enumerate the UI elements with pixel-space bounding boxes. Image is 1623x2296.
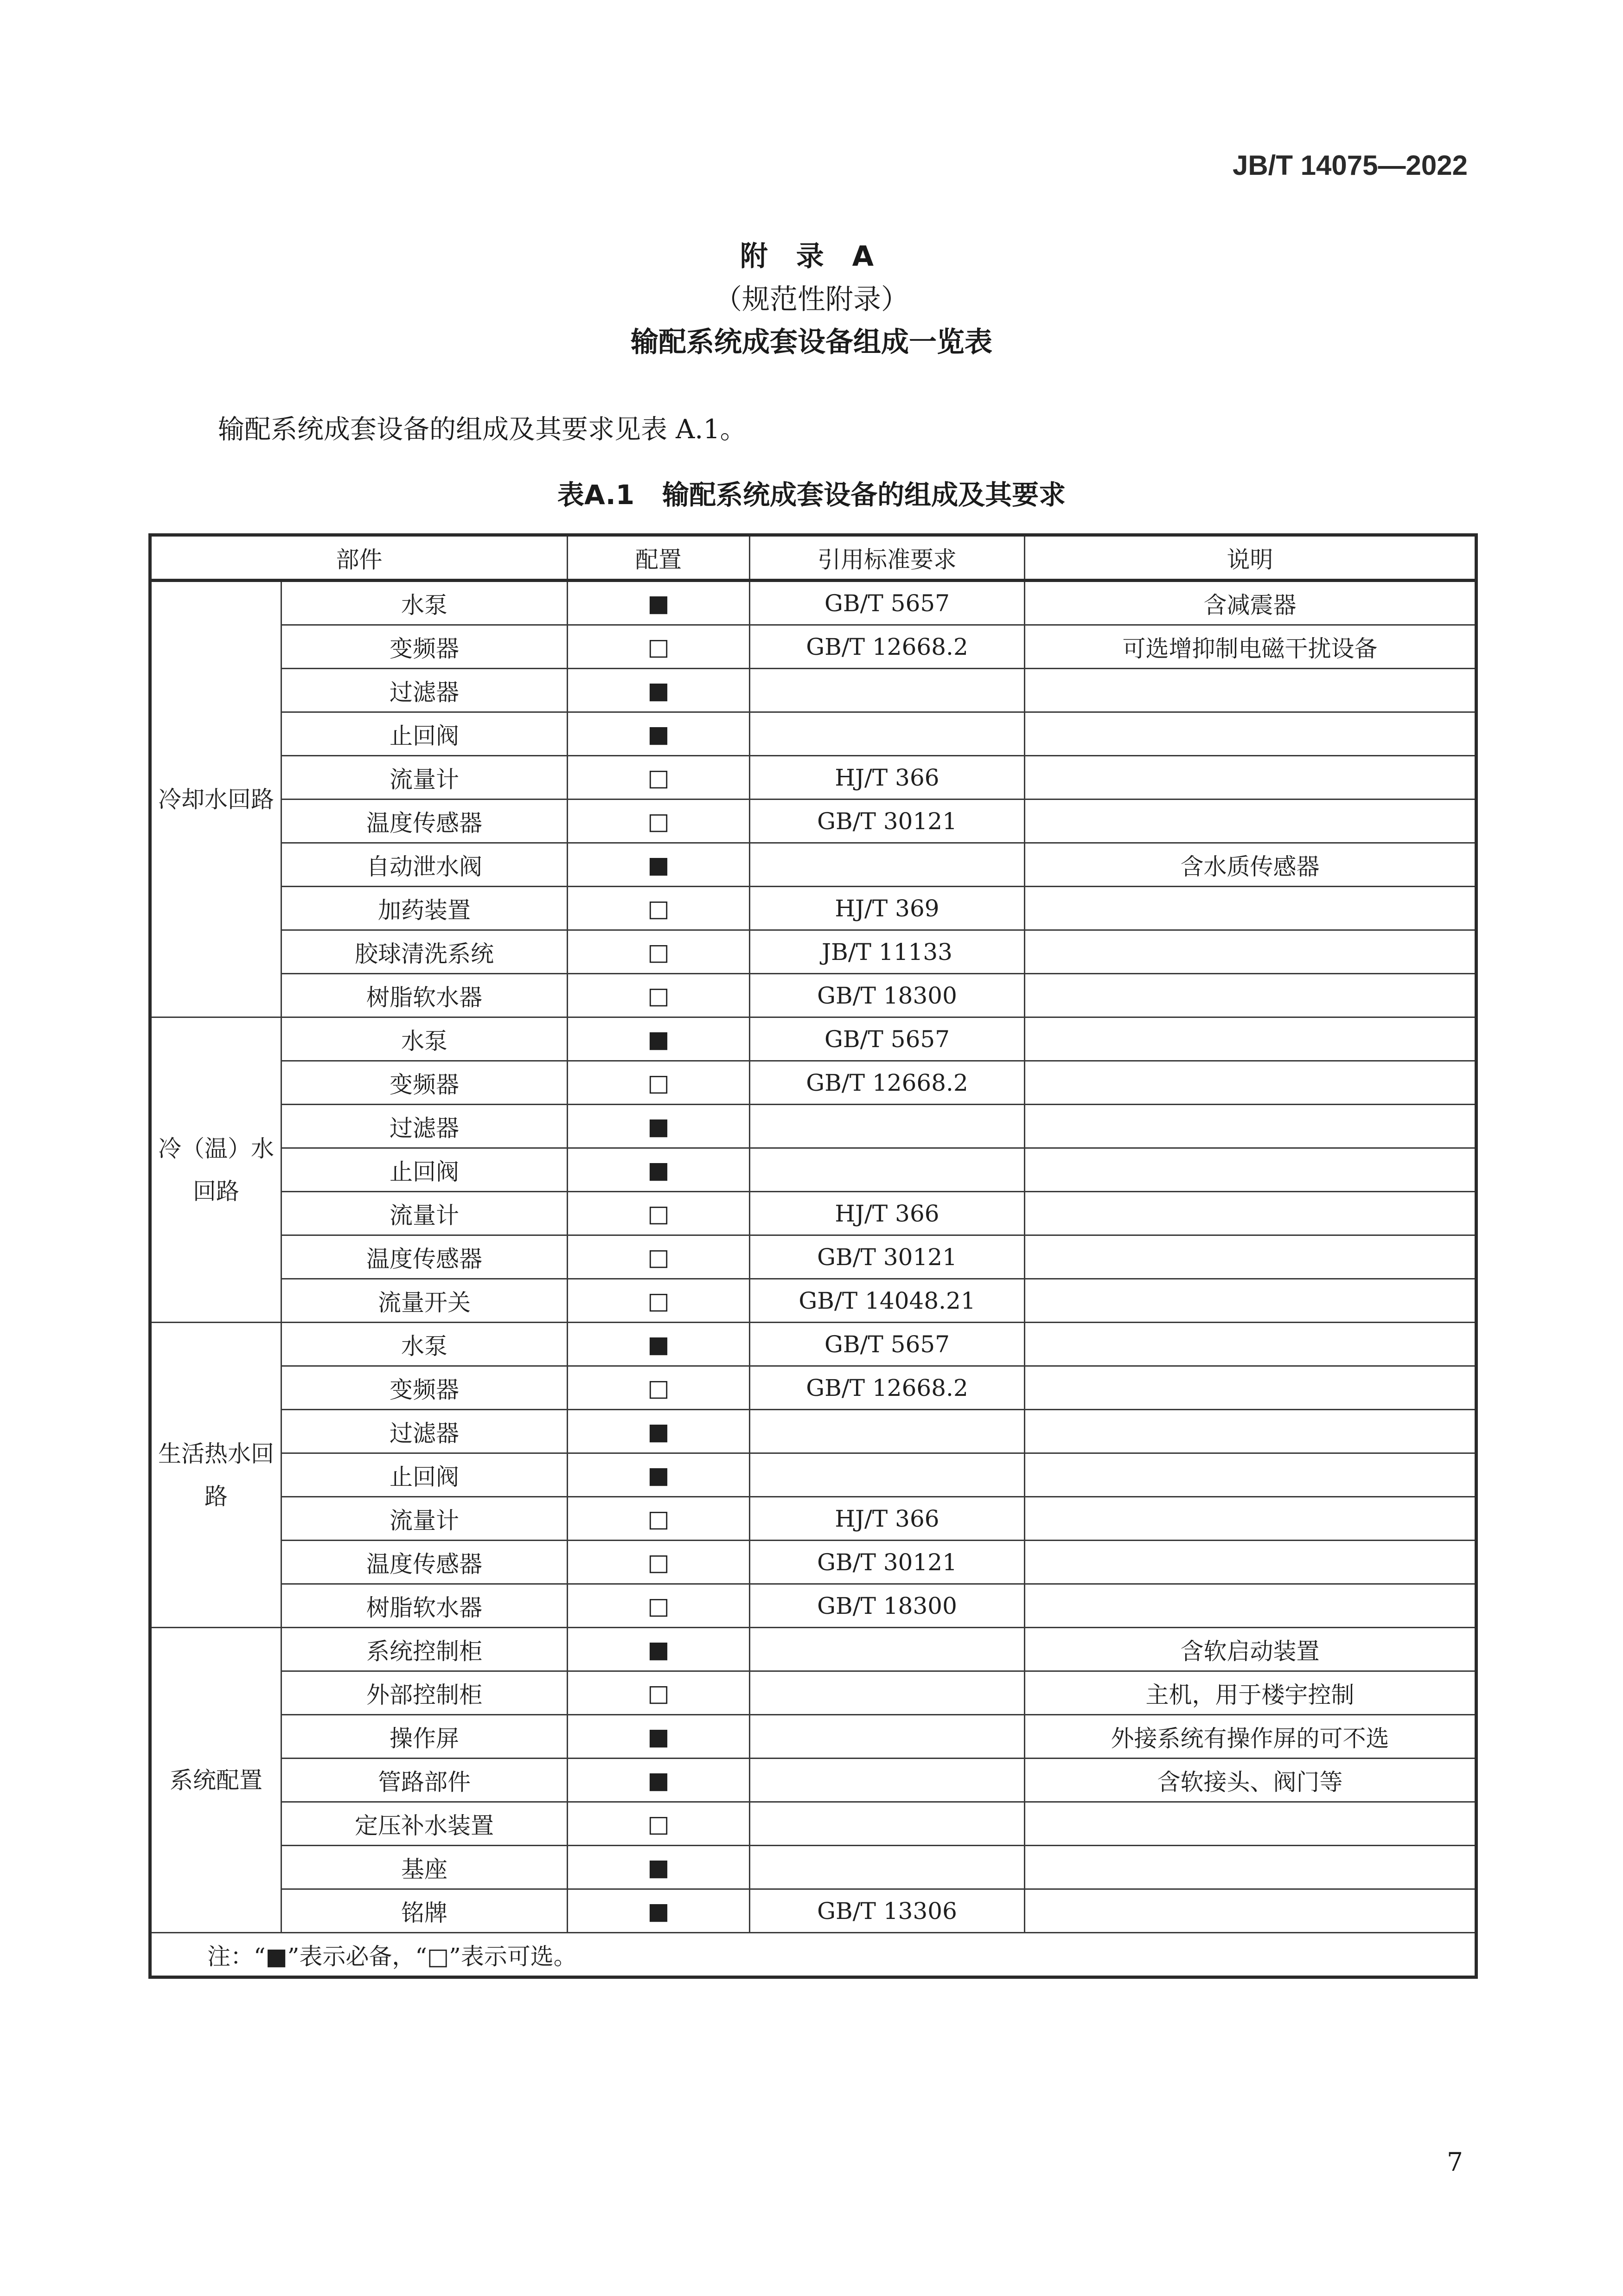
component-cell: 自动泄水阀 bbox=[281, 843, 568, 887]
component-cell: 定压补水装置 bbox=[281, 1802, 568, 1846]
standard-cell: HJ/T 369 bbox=[750, 887, 1025, 930]
description-cell bbox=[1025, 1846, 1476, 1889]
description-cell bbox=[1025, 1497, 1476, 1541]
description-cell bbox=[1025, 1541, 1476, 1584]
config-cell: □ bbox=[568, 1061, 750, 1105]
standard-cell: GB/T 5657 bbox=[750, 581, 1025, 625]
description-cell bbox=[1025, 1061, 1476, 1105]
table-row bbox=[150, 1715, 1476, 1759]
table-row bbox=[150, 1497, 1476, 1541]
table-note-row bbox=[150, 1933, 1476, 1977]
standard-cell bbox=[750, 843, 1025, 887]
table-row bbox=[150, 1061, 1476, 1105]
config-cell: ■ bbox=[568, 1105, 750, 1148]
standard-cell bbox=[750, 1846, 1025, 1889]
table-row bbox=[150, 1235, 1476, 1279]
section-label-cooling-water: 冷却水回路 bbox=[150, 581, 281, 1017]
table-row bbox=[150, 1453, 1476, 1497]
section-label-system-config: 系统配置 bbox=[150, 1628, 281, 1933]
section-label-chilled-water: 冷（温）水回路 bbox=[150, 1017, 281, 1323]
table-body bbox=[150, 581, 1476, 1977]
table-row bbox=[150, 712, 1476, 756]
standard-cell: GB/T 5657 bbox=[750, 1323, 1025, 1366]
description-cell bbox=[1025, 1148, 1476, 1192]
config-cell: □ bbox=[568, 1584, 750, 1628]
config-cell: ■ bbox=[568, 1148, 750, 1192]
standard-cell bbox=[750, 1715, 1025, 1759]
config-cell: □ bbox=[568, 799, 750, 843]
config-cell: ■ bbox=[568, 581, 750, 625]
table-row bbox=[150, 669, 1476, 712]
appendix-type: （规范性附录） bbox=[714, 283, 909, 316]
config-cell: □ bbox=[568, 1192, 750, 1235]
description-cell bbox=[1025, 1584, 1476, 1628]
config-cell: ■ bbox=[568, 1323, 750, 1366]
table-row bbox=[150, 1628, 1476, 1671]
description-cell bbox=[1025, 1410, 1476, 1453]
table-caption bbox=[0, 473, 1623, 512]
table-row bbox=[150, 1846, 1476, 1889]
config-cell: □ bbox=[568, 756, 750, 799]
description-cell: 含减震器 bbox=[1025, 581, 1476, 625]
standard-cell bbox=[750, 712, 1025, 756]
standard-cell bbox=[750, 1105, 1025, 1148]
table-row bbox=[150, 1105, 1476, 1148]
standard-cell: GB/T 18300 bbox=[750, 974, 1025, 1017]
equipment-table bbox=[148, 533, 1478, 1979]
standard-cell: GB/T 13306 bbox=[750, 1889, 1025, 1933]
standard-cell: GB/T 30121 bbox=[750, 1235, 1025, 1279]
component-cell: 变频器 bbox=[281, 1061, 568, 1105]
description-cell bbox=[1025, 1105, 1476, 1148]
table-row bbox=[150, 887, 1476, 930]
table-row bbox=[150, 1366, 1476, 1410]
table-row bbox=[150, 1279, 1476, 1323]
description-cell bbox=[1025, 1192, 1476, 1235]
table-row bbox=[150, 799, 1476, 843]
config-cell: □ bbox=[568, 1279, 750, 1323]
table-row bbox=[150, 625, 1476, 669]
config-cell: □ bbox=[568, 1802, 750, 1846]
standard-cell bbox=[750, 1148, 1025, 1192]
description-cell bbox=[1025, 1889, 1476, 1933]
table-row bbox=[150, 1017, 1476, 1061]
component-cell: 流量计 bbox=[281, 756, 568, 799]
config-cell: ■ bbox=[568, 1628, 750, 1671]
config-cell: ■ bbox=[568, 669, 750, 712]
appendix-label: 附 录 A bbox=[740, 240, 883, 273]
component-cell: 止回阀 bbox=[281, 1148, 568, 1192]
description-cell bbox=[1025, 887, 1476, 930]
standard-cell: GB/T 12668.2 bbox=[750, 1366, 1025, 1410]
component-cell: 管路部件 bbox=[281, 1759, 568, 1802]
description-cell bbox=[1025, 1366, 1476, 1410]
table-row bbox=[150, 756, 1476, 799]
table-row bbox=[150, 1410, 1476, 1453]
config-cell: □ bbox=[568, 1497, 750, 1541]
table-row bbox=[150, 581, 1476, 625]
intro-paragraph: 输配系统成套设备的组成及其要求见表 A.1。 bbox=[218, 414, 747, 445]
standard-code: JB/T 14075—2022 bbox=[1232, 150, 1468, 181]
component-cell: 外部控制柜 bbox=[281, 1671, 568, 1715]
config-cell: □ bbox=[568, 1541, 750, 1584]
standard-cell bbox=[750, 1671, 1025, 1715]
standard-cell: GB/T 5657 bbox=[750, 1017, 1025, 1061]
table-caption-number: 表A.1 bbox=[557, 479, 635, 511]
component-cell: 温度传感器 bbox=[281, 1235, 568, 1279]
config-cell: □ bbox=[568, 974, 750, 1017]
description-cell bbox=[1025, 1453, 1476, 1497]
standard-cell: HJ/T 366 bbox=[750, 1192, 1025, 1235]
description-cell bbox=[1025, 1802, 1476, 1846]
table-row bbox=[150, 1192, 1476, 1235]
table-note: 注：“■”表示必备，“□”表示可选。 bbox=[150, 1933, 1476, 1977]
config-cell: □ bbox=[568, 930, 750, 974]
config-cell: ■ bbox=[568, 1889, 750, 1933]
component-cell: 过滤器 bbox=[281, 1410, 568, 1453]
component-cell: 水泵 bbox=[281, 1323, 568, 1366]
standard-cell: HJ/T 366 bbox=[750, 756, 1025, 799]
standard-cell: JB/T 11133 bbox=[750, 930, 1025, 974]
description-cell: 含软接头、阀门等 bbox=[1025, 1759, 1476, 1802]
component-cell: 变频器 bbox=[281, 625, 568, 669]
config-cell: ■ bbox=[568, 712, 750, 756]
table-row bbox=[150, 1671, 1476, 1715]
description-cell bbox=[1025, 930, 1476, 974]
config-cell: □ bbox=[568, 1671, 750, 1715]
component-cell: 水泵 bbox=[281, 581, 568, 625]
config-cell: □ bbox=[568, 625, 750, 669]
config-cell: □ bbox=[568, 1366, 750, 1410]
component-cell: 加药装置 bbox=[281, 887, 568, 930]
config-cell: ■ bbox=[568, 1759, 750, 1802]
header-standard: 引用标准要求 bbox=[750, 535, 1025, 581]
config-cell: ■ bbox=[568, 1453, 750, 1497]
table-row bbox=[150, 1889, 1476, 1933]
table-row bbox=[150, 1759, 1476, 1802]
config-cell: ■ bbox=[568, 1410, 750, 1453]
component-cell: 基座 bbox=[281, 1846, 568, 1889]
standard-cell bbox=[750, 1453, 1025, 1497]
table-header-row bbox=[150, 535, 1476, 581]
description-cell bbox=[1025, 1279, 1476, 1323]
table-row bbox=[150, 1802, 1476, 1846]
standard-cell bbox=[750, 1628, 1025, 1671]
component-cell: 操作屏 bbox=[281, 1715, 568, 1759]
standard-cell bbox=[750, 669, 1025, 712]
appendix-title: 输配系统成套设备组成一览表 bbox=[631, 326, 992, 358]
description-cell bbox=[1025, 1017, 1476, 1061]
config-cell: ■ bbox=[568, 1715, 750, 1759]
description-cell: 含软启动装置 bbox=[1025, 1628, 1476, 1671]
component-cell: 水泵 bbox=[281, 1017, 568, 1061]
description-cell bbox=[1025, 799, 1476, 843]
description-cell: 含水质传感器 bbox=[1025, 843, 1476, 887]
header-configuration: 配置 bbox=[568, 535, 750, 581]
description-cell bbox=[1025, 974, 1476, 1017]
standard-cell: HJ/T 366 bbox=[750, 1497, 1025, 1541]
component-cell: 温度传感器 bbox=[281, 1541, 568, 1584]
component-cell: 树脂软水器 bbox=[281, 1584, 568, 1628]
table-row bbox=[150, 1541, 1476, 1584]
table-caption-title: 输配系统成套设备的组成及其要求 bbox=[662, 479, 1066, 511]
component-cell: 胶球清洗系统 bbox=[281, 930, 568, 974]
component-cell: 过滤器 bbox=[281, 1105, 568, 1148]
standard-cell: GB/T 12668.2 bbox=[750, 1061, 1025, 1105]
table-row bbox=[150, 843, 1476, 887]
page-number: 7 bbox=[1447, 2147, 1463, 2177]
table-row bbox=[150, 1323, 1476, 1366]
config-cell: □ bbox=[568, 1235, 750, 1279]
standard-cell bbox=[750, 1410, 1025, 1453]
table-row bbox=[150, 930, 1476, 974]
component-cell: 过滤器 bbox=[281, 669, 568, 712]
standard-cell bbox=[750, 1759, 1025, 1802]
standard-cell: GB/T 12668.2 bbox=[750, 625, 1025, 669]
standard-cell: GB/T 30121 bbox=[750, 799, 1025, 843]
description-cell bbox=[1025, 1235, 1476, 1279]
component-cell: 系统控制柜 bbox=[281, 1628, 568, 1671]
description-cell bbox=[1025, 1323, 1476, 1366]
description-cell: 外接系统有操作屏的可不选 bbox=[1025, 1715, 1476, 1759]
table-row bbox=[150, 974, 1476, 1017]
component-cell: 流量计 bbox=[281, 1497, 568, 1541]
table-row bbox=[150, 1148, 1476, 1192]
config-cell: ■ bbox=[568, 1017, 750, 1061]
description-cell: 主机，用于楼宇控制 bbox=[1025, 1671, 1476, 1715]
component-cell: 流量计 bbox=[281, 1192, 568, 1235]
component-cell: 止回阀 bbox=[281, 1453, 568, 1497]
component-cell: 温度传感器 bbox=[281, 799, 568, 843]
component-cell: 变频器 bbox=[281, 1366, 568, 1410]
standard-cell: GB/T 14048.21 bbox=[750, 1279, 1025, 1323]
standard-cell: GB/T 30121 bbox=[750, 1541, 1025, 1584]
config-cell: ■ bbox=[568, 843, 750, 887]
description-cell bbox=[1025, 756, 1476, 799]
description-cell: 可选增抑制电磁干扰设备 bbox=[1025, 625, 1476, 669]
component-cell: 树脂软水器 bbox=[281, 974, 568, 1017]
config-cell: □ bbox=[568, 887, 750, 930]
description-cell bbox=[1025, 712, 1476, 756]
description-cell bbox=[1025, 669, 1476, 712]
standard-cell bbox=[750, 1802, 1025, 1846]
component-cell: 铭牌 bbox=[281, 1889, 568, 1933]
component-cell: 止回阀 bbox=[281, 712, 568, 756]
standard-cell: GB/T 18300 bbox=[750, 1584, 1025, 1628]
config-cell: ■ bbox=[568, 1846, 750, 1889]
component-cell: 流量开关 bbox=[281, 1279, 568, 1323]
table-row bbox=[150, 1584, 1476, 1628]
section-label-hot-water: 生活热水回路 bbox=[150, 1323, 281, 1628]
header-description: 说明 bbox=[1025, 535, 1476, 581]
header-component: 部件 bbox=[150, 535, 568, 581]
